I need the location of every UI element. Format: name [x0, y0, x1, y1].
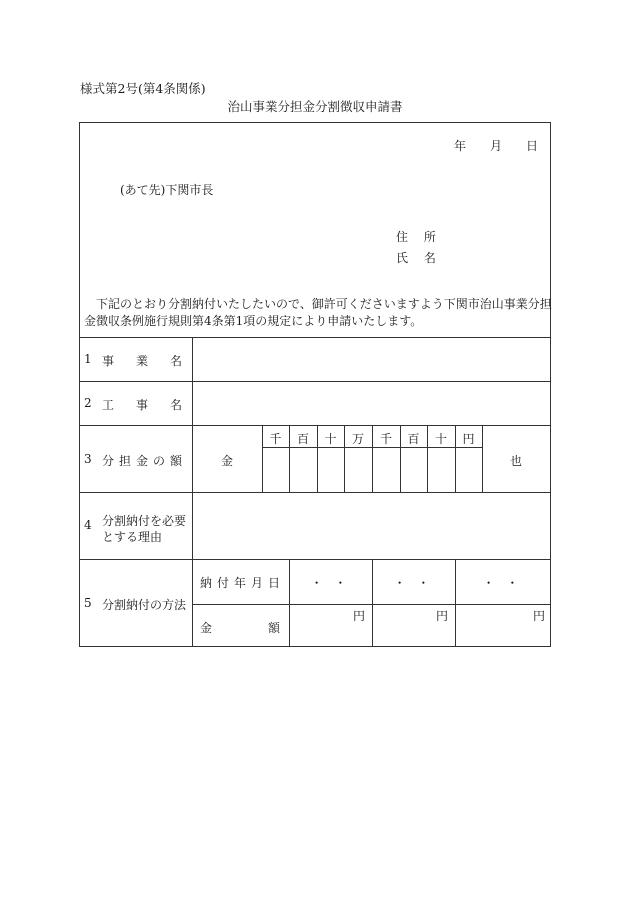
payment-date-2: ・ ・: [393, 576, 434, 590]
digit-juu-1: 十: [324, 432, 337, 446]
statement-line-1: 下記のとおり分割納付いたしたいので、御許可くださいますよう下関市治山事業分担: [96, 297, 552, 311]
amount-kin-label: 金: [220, 454, 233, 468]
digit-hyaku-2: 百: [407, 432, 420, 446]
payment-yen-3: 円: [533, 609, 546, 623]
digit-sen-2: 千: [379, 432, 392, 446]
digit-sen-1: 千: [269, 432, 282, 446]
row2-label: 工 事 名: [102, 398, 182, 412]
row3-label: 分 担 金 の 額: [102, 454, 182, 468]
payment-date-1: ・ ・: [310, 576, 351, 590]
form-number-label: 様式第2号(第4条関係): [80, 81, 206, 96]
payment-date-3: ・ ・: [482, 576, 523, 590]
row2-number: 2: [84, 396, 92, 410]
application-form-frame: [79, 122, 551, 647]
addressee: (あて先)下関市長: [120, 183, 214, 197]
date-day-label: 日: [526, 139, 539, 153]
row5-label: 分割納付の方法: [102, 598, 187, 612]
payment-date-label: 納付年月日: [200, 576, 286, 590]
name-label: 氏 名: [396, 251, 442, 265]
digit-man: 万: [351, 432, 364, 446]
payment-amount-label: 金 額: [200, 621, 280, 635]
row5-number: 5: [84, 596, 92, 610]
digit-hyaku-1: 百: [296, 432, 309, 446]
document-title: 治山事業分担金分割徴収申請書: [227, 99, 403, 114]
amount-nari-label: 也: [509, 454, 522, 468]
payment-yen-2: 円: [436, 609, 449, 623]
row4-label-line-1: 分割納付を必要: [102, 514, 187, 528]
row1-label: 事 業 名: [102, 354, 182, 368]
row4-label-line-2: とする理由: [102, 530, 163, 544]
digit-en: 円: [462, 432, 475, 446]
payment-yen-1: 円: [353, 609, 366, 623]
date-year-label: 年: [454, 139, 467, 153]
digit-juu-2: 十: [434, 432, 447, 446]
row1-number: 1: [84, 352, 92, 366]
row4-number: 4: [84, 518, 92, 532]
address-label: 住 所: [396, 230, 442, 244]
statement-line-2: 金徴収条例施行規則第4条第1項の規定により申請いたします。: [84, 314, 423, 328]
date-month-label: 月: [490, 139, 503, 153]
row3-number: 3: [84, 452, 92, 466]
